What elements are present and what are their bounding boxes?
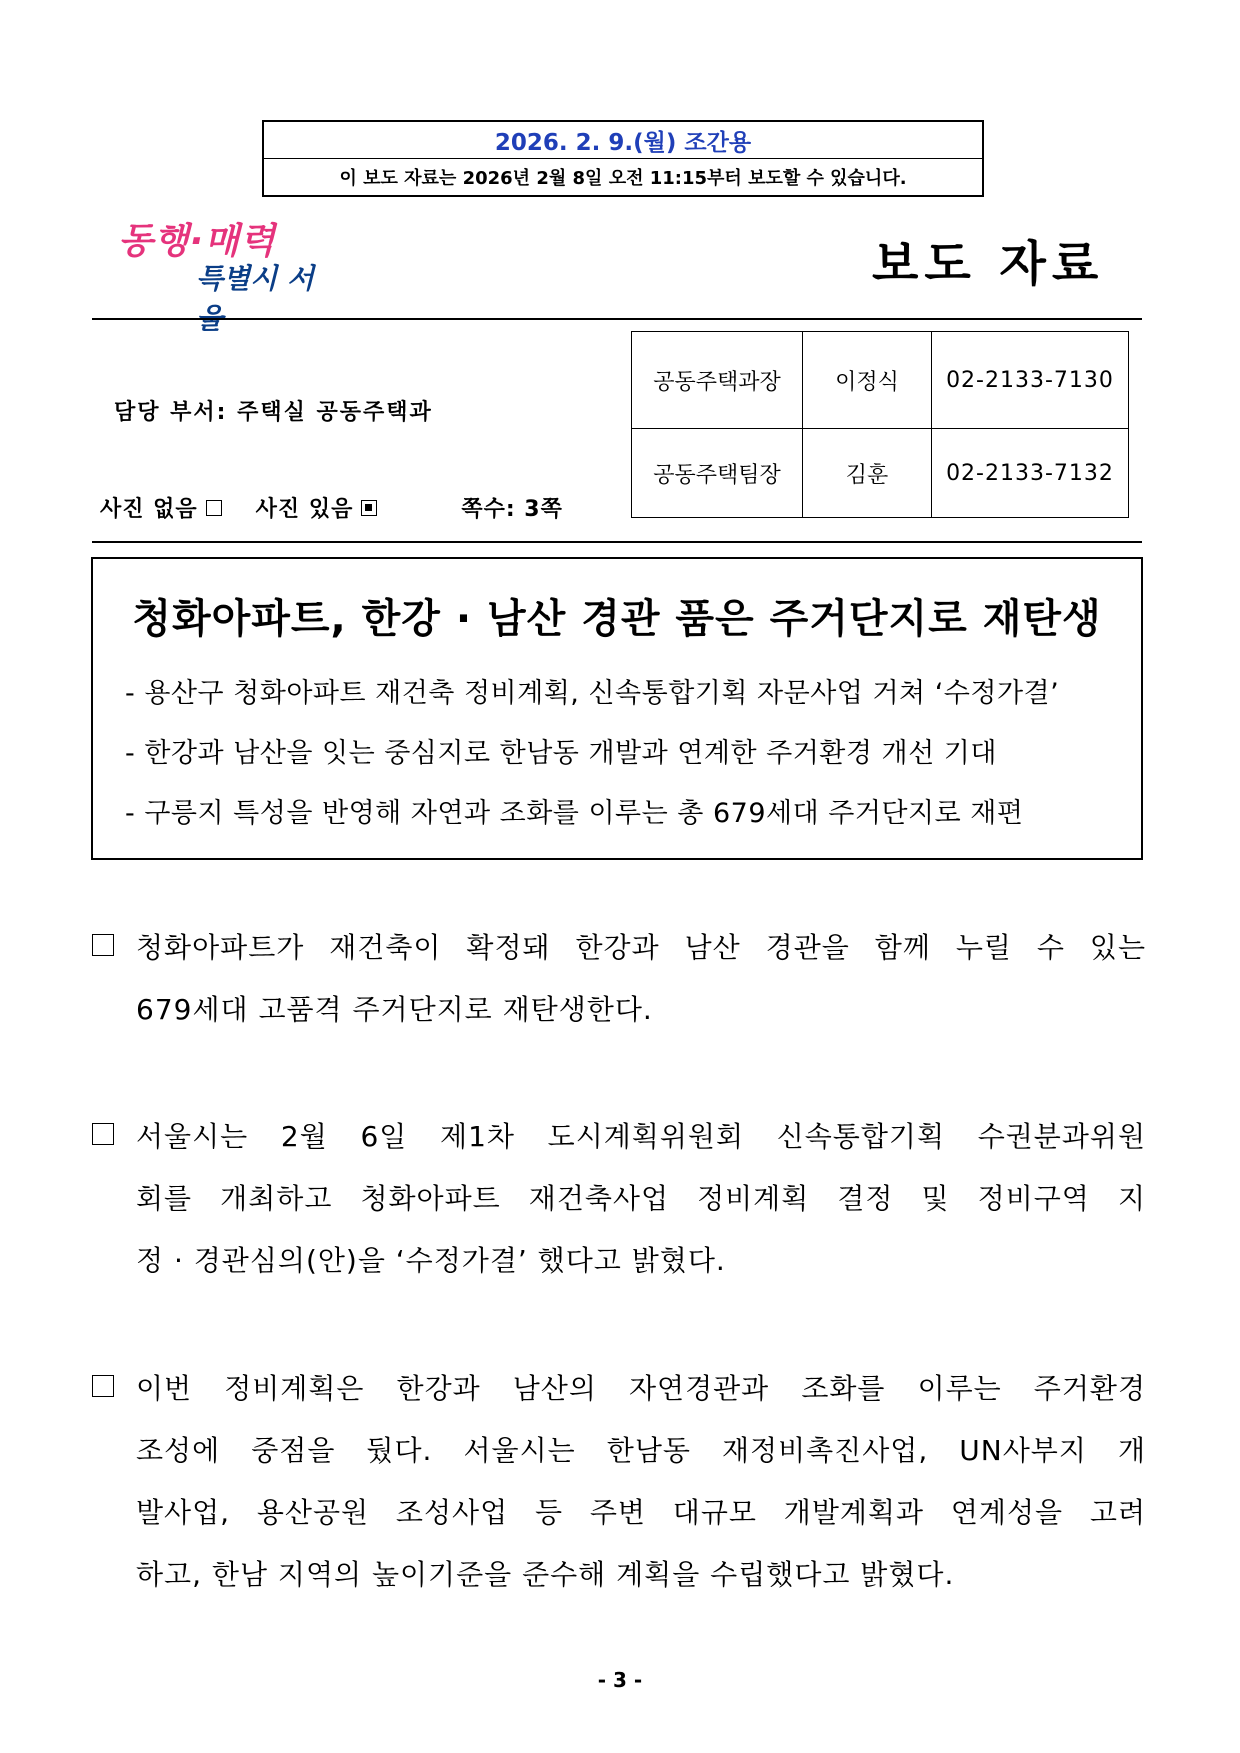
bullet-box-icon <box>92 1375 114 1397</box>
paragraph-line: 이번 정비계획은 한강과 남산의 자연경관과 조화를 이루는 주거환경 <box>136 1372 1146 1405</box>
bullet-box-icon <box>92 1123 114 1145</box>
contact-row <box>632 429 1129 518</box>
with-photo-checkbox <box>361 500 377 516</box>
press-release-title: 보도 자료 <box>872 236 1105 292</box>
page-number: - 3 - <box>597 1668 643 1692</box>
headline-sub: - 용산구 청화아파트 재건축 정비계획, 신속통합기획 자문사업 거쳐 ‘수정가결’ <box>125 678 1060 709</box>
paragraph-line: 하고, 한남 지역의 높이기준을 준수해 계획을 수립했다고 밝혔다. <box>136 1558 955 1591</box>
contact-title: 공동주택팀장 <box>632 429 803 518</box>
headline-sub: - 구릉지 특성을 반영해 자연과 조화를 이루는 총 679세대 주거단지로 재편 <box>125 798 1024 829</box>
logo-slogan: 동행·매력 <box>118 221 276 262</box>
paragraph-line: 679세대 고품격 주거단지로 재탄생한다. <box>136 993 653 1026</box>
paragraph-line: 정 · 경관심의(안)을 ‘수정가결’ 했다고 밝혔다. <box>136 1244 726 1277</box>
headline-sub: - 한강과 남산을 잇는 중심지로 한남동 개발과 연계한 주거환경 개선 기대 <box>125 738 997 769</box>
paragraph-line: 청화아파트가 재건축이 확정돼 한강과 남산 경관을 함께 누릴 수 있는 <box>136 931 1146 964</box>
paragraph-line: 조성에 중점을 뒀다. 서울시는 한남동 재정비촉진사업, UN사부지 개 <box>136 1434 1146 1467</box>
no-photo-checkbox <box>206 500 222 516</box>
bullet-box-icon <box>92 934 114 956</box>
contact-title: 공동주택과장 <box>632 332 803 429</box>
contact-table <box>631 331 1129 518</box>
photo-info <box>100 492 563 523</box>
embargo-date: 2026. 2. 9.(월) 조간용 <box>264 122 982 159</box>
seoul-logo <box>118 213 328 335</box>
page-count: 쪽수: 3쪽 <box>461 497 563 522</box>
department: 담당 부서: 주택실 공동주택과 <box>114 400 433 425</box>
contact-row <box>632 332 1129 429</box>
embargo-box <box>262 120 984 197</box>
contact-name: 이정식 <box>803 332 932 429</box>
with-photo-label: 사진 있음 <box>255 497 354 522</box>
contact-name: 김훈 <box>803 429 932 518</box>
no-photo-label: 사진 없음 <box>100 497 198 522</box>
contact-phone: 02-2133-7132 <box>932 429 1129 518</box>
divider-top <box>92 318 1142 320</box>
paragraph-line: 발사업, 용산공원 조성사업 등 주변 대규모 개발계획과 연계성을 고려 <box>136 1496 1146 1529</box>
paragraph-line: 서울시는 2월 6일 제1차 도시계획위원회 신속통합기획 수권분과위원 <box>136 1120 1146 1153</box>
divider-middle <box>92 541 1142 543</box>
logo-city: 특별시 서울 <box>196 262 314 335</box>
paragraph-line: 회를 개최하고 청화아파트 재건축사업 정비계획 결정 및 정비구역 지 <box>136 1182 1146 1215</box>
contact-phone: 02-2133-7130 <box>932 332 1129 429</box>
headline-box <box>91 557 1143 860</box>
headline-title: 청화아파트, 한강 · 남산 경관 품은 주거단지로 재탄생 <box>132 596 1102 642</box>
embargo-release: 이 보도 자료는 2026년 2월 8일 오전 11:15부터 보도할 수 있습니다. <box>339 168 907 189</box>
